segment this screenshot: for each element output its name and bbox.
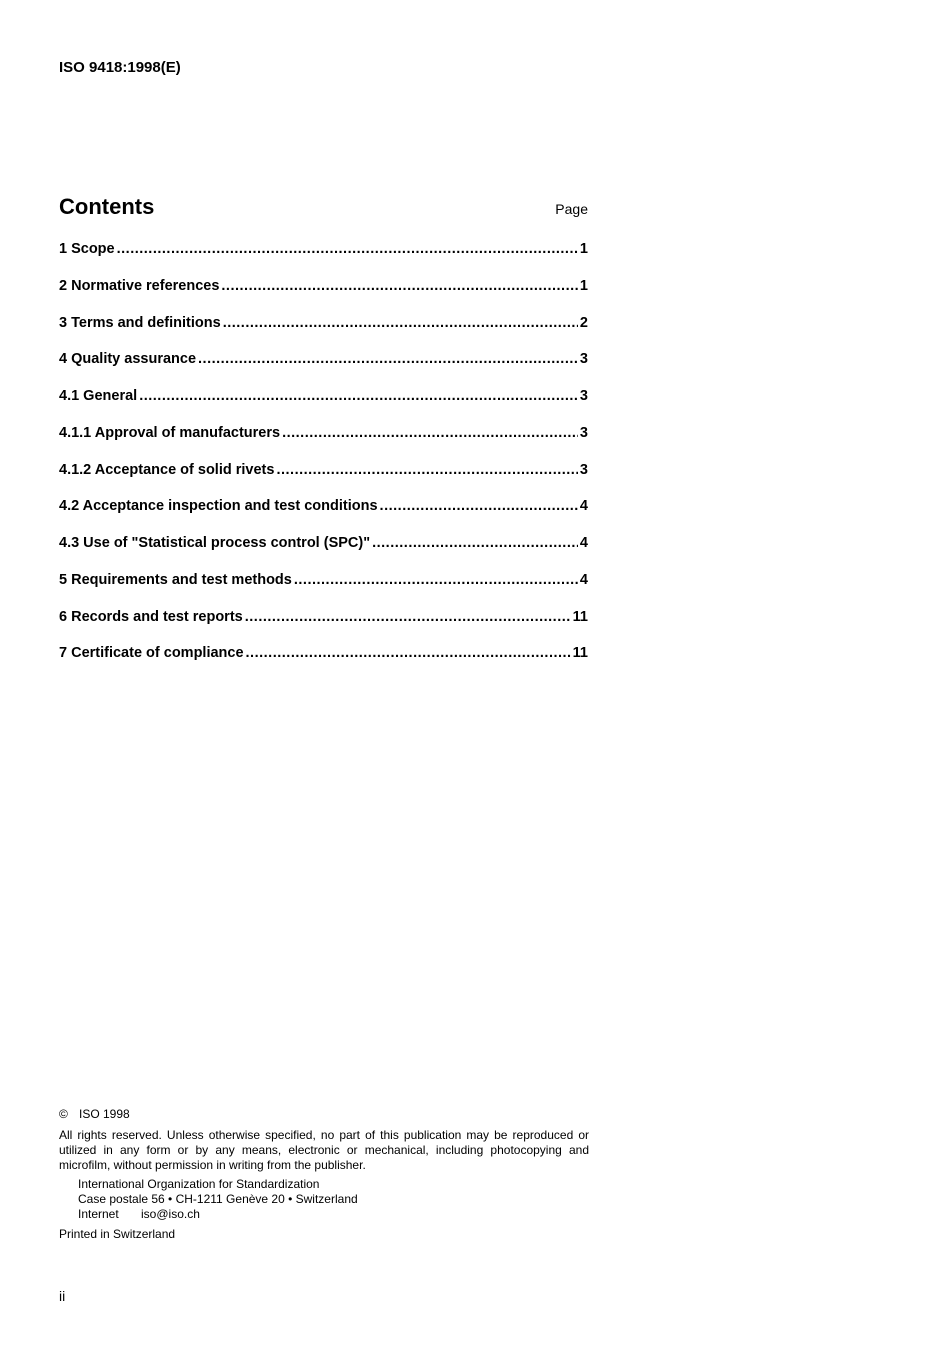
contents-title: Contents [59,194,155,219]
toc-entry-title: 5 Requirements and test methods [59,572,292,588]
toc-entry-page: 3 [579,351,588,367]
toc-leader-dots [282,424,578,442]
toc-entry[interactable] [59,314,588,332]
internet-label: Internet [78,1207,119,1221]
internet-line [78,1207,589,1222]
page-column-label: Page [555,201,588,217]
page-number: ii [59,1288,66,1304]
toc-entry[interactable] [59,387,588,405]
toc-entry-page: 2 [579,315,588,331]
toc-leader-dots [245,608,571,626]
toc-leader-dots [246,644,571,662]
copyright-line [59,1107,589,1122]
toc-entry[interactable] [59,644,588,662]
toc-entry-page: 1 [579,241,588,257]
toc-entry-page: 3 [579,388,588,404]
rights-statement: All rights reserved. Unless otherwise specified, no part of this publication may be reproduced or utilized in any form or by any means, electronic or mechanical, including photocopying and microfilm, without permission in writing from the publisher. [59,1128,589,1172]
contents-header [59,193,588,223]
toc-entry-page: 3 [579,425,588,441]
toc-entry[interactable] [59,424,588,442]
publisher-address [59,1177,589,1222]
toc-entry-page: 11 [572,609,588,625]
copyright-text: ISO 1998 [79,1107,130,1121]
toc-leader-dots [380,497,578,515]
toc-leader-dots [117,240,578,258]
toc-entry-title: 4.1.2 Acceptance of solid rivets [59,462,275,478]
toc-entry-title: 4.1.1 Approval of manufacturers [59,425,281,441]
toc-entry[interactable] [59,608,588,626]
toc-entry[interactable] [59,461,588,479]
toc-entry[interactable] [59,534,588,552]
toc-leader-dots [294,571,578,589]
toc-entry-title: 4.3 Use of "Statistical process control (SPC)" [59,535,371,551]
printed-in: Printed in Switzerland [59,1227,176,1241]
toc-entry-title: 1 Scope [59,241,115,257]
toc-entry-title: 3 Terms and definitions [59,315,221,331]
toc-leader-dots [276,461,577,479]
toc-entry-page: 4 [579,535,588,551]
toc-entry-title: 4.1 General [59,388,138,404]
toc-leader-dots [372,534,578,552]
document-id: ISO 9418:1998(E) [59,59,181,76]
toc-entry[interactable] [59,350,588,368]
toc-entry-page: 1 [579,278,588,294]
copyright-block [59,1107,589,1242]
toc-entry[interactable] [59,497,588,515]
toc-entry-page: 3 [579,462,588,478]
toc-entry-title: 4 Quality assurance [59,351,197,367]
toc-entry[interactable] [59,240,588,258]
toc-entry-page: 4 [579,498,588,514]
toc-entry-title: 7 Certificate of compliance [59,645,244,661]
organization-name: International Organization for Standardization [78,1177,320,1191]
toc-entry-page: 11 [572,645,588,661]
toc-leader-dots [139,387,578,405]
toc-leader-dots [223,314,578,332]
copyright-icon: © [59,1107,68,1121]
toc-entry-title: 4.2 Acceptance inspection and test conditions [59,498,378,514]
toc-entry-page: 4 [579,572,588,588]
toc-entry[interactable] [59,571,588,589]
toc-entry-title: 6 Records and test reports [59,609,243,625]
toc-entry[interactable] [59,277,588,295]
toc-leader-dots [221,277,578,295]
organization-postal-address: Case postale 56 • CH-1211 Genève 20 • Switzerland [78,1192,358,1206]
internet-email-link[interactable]: iso@iso.ch [141,1207,200,1221]
toc-entry-title: 2 Normative references [59,278,220,294]
toc-leader-dots [198,350,578,368]
